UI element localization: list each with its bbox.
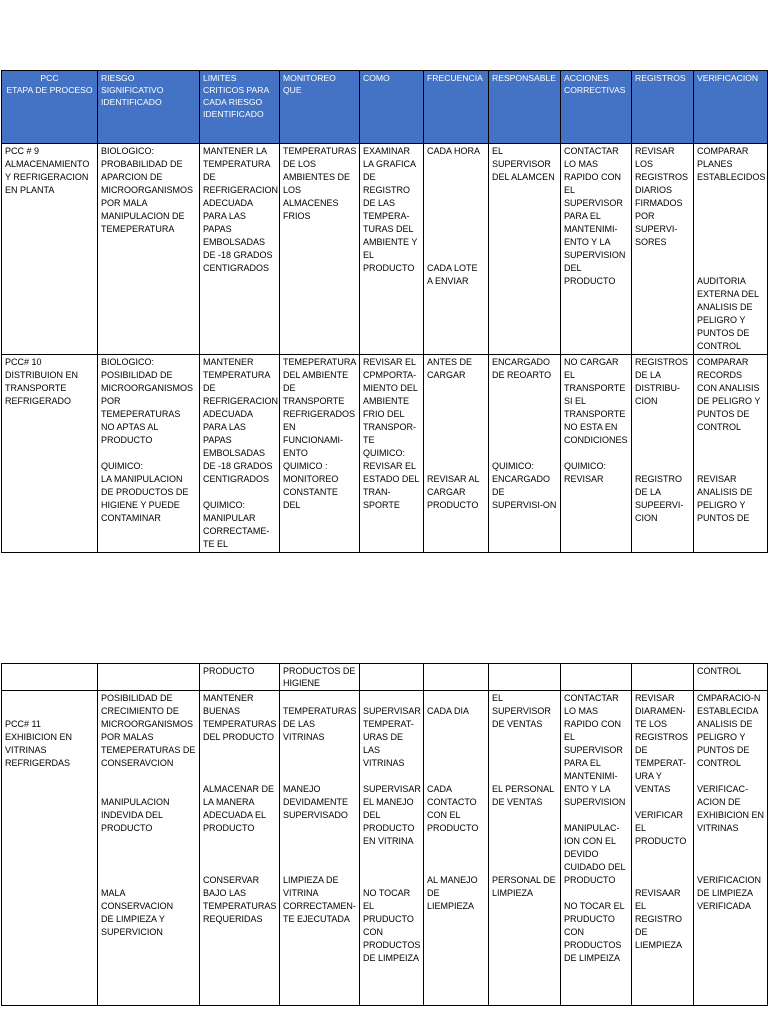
cell-responsable: ENCARGADO DE REOARTO QUIMICO: ENCARGADO DE SUPERVISI-ON — [489, 355, 561, 553]
cell-limites: MANTENER LA TEMPERATURA DE REFRIGERACION ADECUADA PARA LAS PAPAS EMBOLSADAS DE -18 GRADOS CENTIGRADOS — [200, 144, 280, 355]
cell-frecuencia — [424, 664, 489, 691]
header-cell: REGISTROS — [632, 71, 694, 144]
cell-monitoreo: TEMPERATURAS DE LOS AMBIENTES DE LOS ALMACENES FRIOS — [280, 144, 360, 355]
cell-acciones: CONTACTAR LO MAS RAPIDO CON EL SUPERVISOR PARA EL MANTENIMI-ENTO Y LA SUPERVISION DEL PRODUCTO — [561, 144, 632, 355]
header-cell: COMO — [360, 71, 424, 144]
header-cell: FRECUENCIA — [424, 71, 489, 144]
cell-registros: REGISTROS DE LA DISTRIBU-CION REGISTRO DE LA SUPEERVI-CION — [632, 355, 694, 553]
cell-frecuencia: ANTES DE CARGAR REVISAR AL CARGAR PRODUCTO — [424, 355, 489, 553]
cell-monitoreo: TEMPERATURAS DE LAS VITRINAS MANEJO DEVIDAMENTE SUPERVISADO LIMPIEZA DE VITRINA CORRECTAMEN-TE EJECUTADA — [280, 691, 360, 1006]
cell-registros: REVISAR DIARAMEN- TE LOS REGISTROS DE TEMPERAT-URA Y VENTAS VERIFICAR EL PRODUCTO REVISAAR EL REGISTRO DE LIEMPIEZA — [632, 691, 694, 1006]
cell-pcc: PCC# 10 DISTRIBUION EN TRANSPORTE REFRIGERADO — [2, 355, 98, 553]
cell-monitoreo: PRODUCTOS DE HIGIENE — [280, 664, 360, 691]
header-cell: PCC ETAPA DE PROCESO — [2, 71, 98, 144]
cell-como: SUPERVISAR TEMPERAT-URAS DE LAS VITRINAS SUPERVISAR EL MANEJO DEL PRODUCTO EN VITRINA NO TOCAR EL PRUDUCTO CON PRODUCTOS DE LIMPEIZA — [360, 691, 424, 1006]
cell-verificacion: CMPARACIO-N ESTABLECIDA ANALISIS DE PELIGRO Y PUNTOS DE CONTROL VERIFICAC-ACION DE EXHIBICION EN VITRINAS VERIFICACION DE LIMPIEZA VERIFICADA — [694, 691, 768, 1006]
table-row-pcc11 — [2, 691, 768, 1006]
cell-pcc: PCC # 9 ALMACENAMIENTO Y REFRIGERACION EN PLANTA — [2, 144, 98, 355]
cell-responsable: EL SUPERVISOR DEL ALAMCEN — [489, 144, 561, 355]
haccp-table-bottom — [1, 663, 768, 1006]
cell-como: REVISAR EL CPMPORTA-MIENTO DEL AMBIENTE FRIO DEL TRANSPOR-TE QUIMICO: REVISAR EL ESTADO DEL TRAN-SPORTE — [360, 355, 424, 553]
cell-registros: REVISAR LOS REGISTROS DIARIOS FIRMADOS POR SUPERVI-SORES — [632, 144, 694, 355]
cell-registros — [632, 664, 694, 691]
table-row-pcc9 — [2, 144, 768, 355]
cell-acciones — [561, 664, 632, 691]
cell-pcc: PCC# 11 EXHIBICION EN VITRINAS REFRIGERDAS — [2, 691, 98, 1006]
cell-limites: PRODUCTO — [200, 664, 280, 691]
cell-frecuencia: CADA DIA CADA CONTACTO CON EL PRODUCTO AL MANEJO DE LIEMPIEZA — [424, 691, 489, 1006]
header-cell: VERIFICACION — [694, 71, 768, 144]
header-cell: RESPONSABLE — [489, 71, 561, 144]
cell-riesgo: POSIBILIDAD DE CRECIMIENTO DE MICROORGANISMOS POR MALAS TEMEPERATURAS DE CONSERAVCION MANIPULACION INDEVIDA DEL PRODUCTO MALA CONSERVACION DE LIMPIEZA Y SUPERVICION — [98, 691, 200, 1006]
cell-verificacion: COMPARAR PLANES ESTABLECIDOS AUDITORIA EXTERNA DEL ANALISIS DE PELIGRO Y PUNTOS DE CONTROL — [694, 144, 768, 355]
haccp-table-top — [1, 70, 768, 553]
header-cell: ACCIONES CORRECTIVAS — [561, 71, 632, 144]
cell-limites: MANTENER TEMPERATURA DE REFRIGERACION ADECUADA PARA LAS PAPAS EMBOLSADAS DE -18 GRADOS CENTIGRADOS QUIMICO: MANIPULAR CORRECTAME-TE EL — [200, 355, 280, 553]
cell-riesgo: BIOLOGICO: PROBABILIDAD DE APARCION DE MICROORGANISMOS POR MALA MANIPULACION DE TEMEPERATURA — [98, 144, 200, 355]
cell-limites: MANTENER BUENAS TEMPERATURAS DEL PRODUCTO ALMACENAR DE LA MANERA ADECUADA EL PRODUCTO CONSERVAR BAJO LAS TEMPERATURAS REQUERIDAS — [200, 691, 280, 1006]
cell-como: EXAMINAR LA GRAFICA DE REGISTRO DE LAS TEMPERA-TURAS DEL AMBIENTE Y EL PRODUCTO — [360, 144, 424, 355]
header-row — [2, 71, 768, 144]
header-cell: MONITOREO QUE — [280, 71, 360, 144]
cell-como — [360, 664, 424, 691]
cell-verificacion: COMPARAR RECORDS CON ANALISIS DE PELIGRO Y PUNTOS DE CONTROL REVISAR ANALISIS DE PELIGRO Y PUNTOS DE — [694, 355, 768, 553]
cell-riesgo: BIOLOGICO: POSIBILIDAD DE MICROORGANISMOS POR TEMEPERATURAS NO APTAS AL PRODUCTO QUIMICO: LA MANIPULACION DE PRODUCTOS DE HIGIENE Y PUEDE CONTAMINAR — [98, 355, 200, 553]
cell-responsable — [489, 664, 561, 691]
cell-monitoreo: TEMEPERATURA DEL AMBIENTE DE TRANSPORTE REFRIGERADOS EN FUNCIONAMI-ENTO QUIMICO : MONITOREO CONSTANTE DEL — [280, 355, 360, 553]
header-cell: RIESGO SIGNIFICATIVO IDENTIFICADO — [98, 71, 200, 144]
cell-riesgo — [98, 664, 200, 691]
continuation-row — [2, 664, 768, 691]
cell-frecuencia: CADA HORA CADA LOTE A ENVIAR — [424, 144, 489, 355]
cell-verificacion: CONTROL — [694, 664, 768, 691]
cell-acciones: CONTACTAR LO MAS RAPIDO CON EL SUPERVISOR PARA EL MANTENIMI-ENTO Y LA SUPERVISION MANIPULAC-ION CON EL DEVIDO CUIDADO DEL PRODUCTO NO TOCAR EL PRUDUCTO CON PRODUCTOS DE LIMPEIZA — [561, 691, 632, 1006]
header-cell: LIMITES CRITICOS PARA CADA RIESGO IDENTIFICADO — [200, 71, 280, 144]
cell-responsable: EL SUPERVISOR DE VENTAS EL PERSONAL DE VENTAS PERSONAL DE LIMPIEZA — [489, 691, 561, 1006]
table-row-pcc10 — [2, 355, 768, 553]
cell-acciones: NO CARGAR EL TRANSPORTE SI EL TRANSPORTE NO ESTA EN CONDICIONES QUIMICO: REVISAR — [561, 355, 632, 553]
cell-pcc — [2, 664, 98, 691]
